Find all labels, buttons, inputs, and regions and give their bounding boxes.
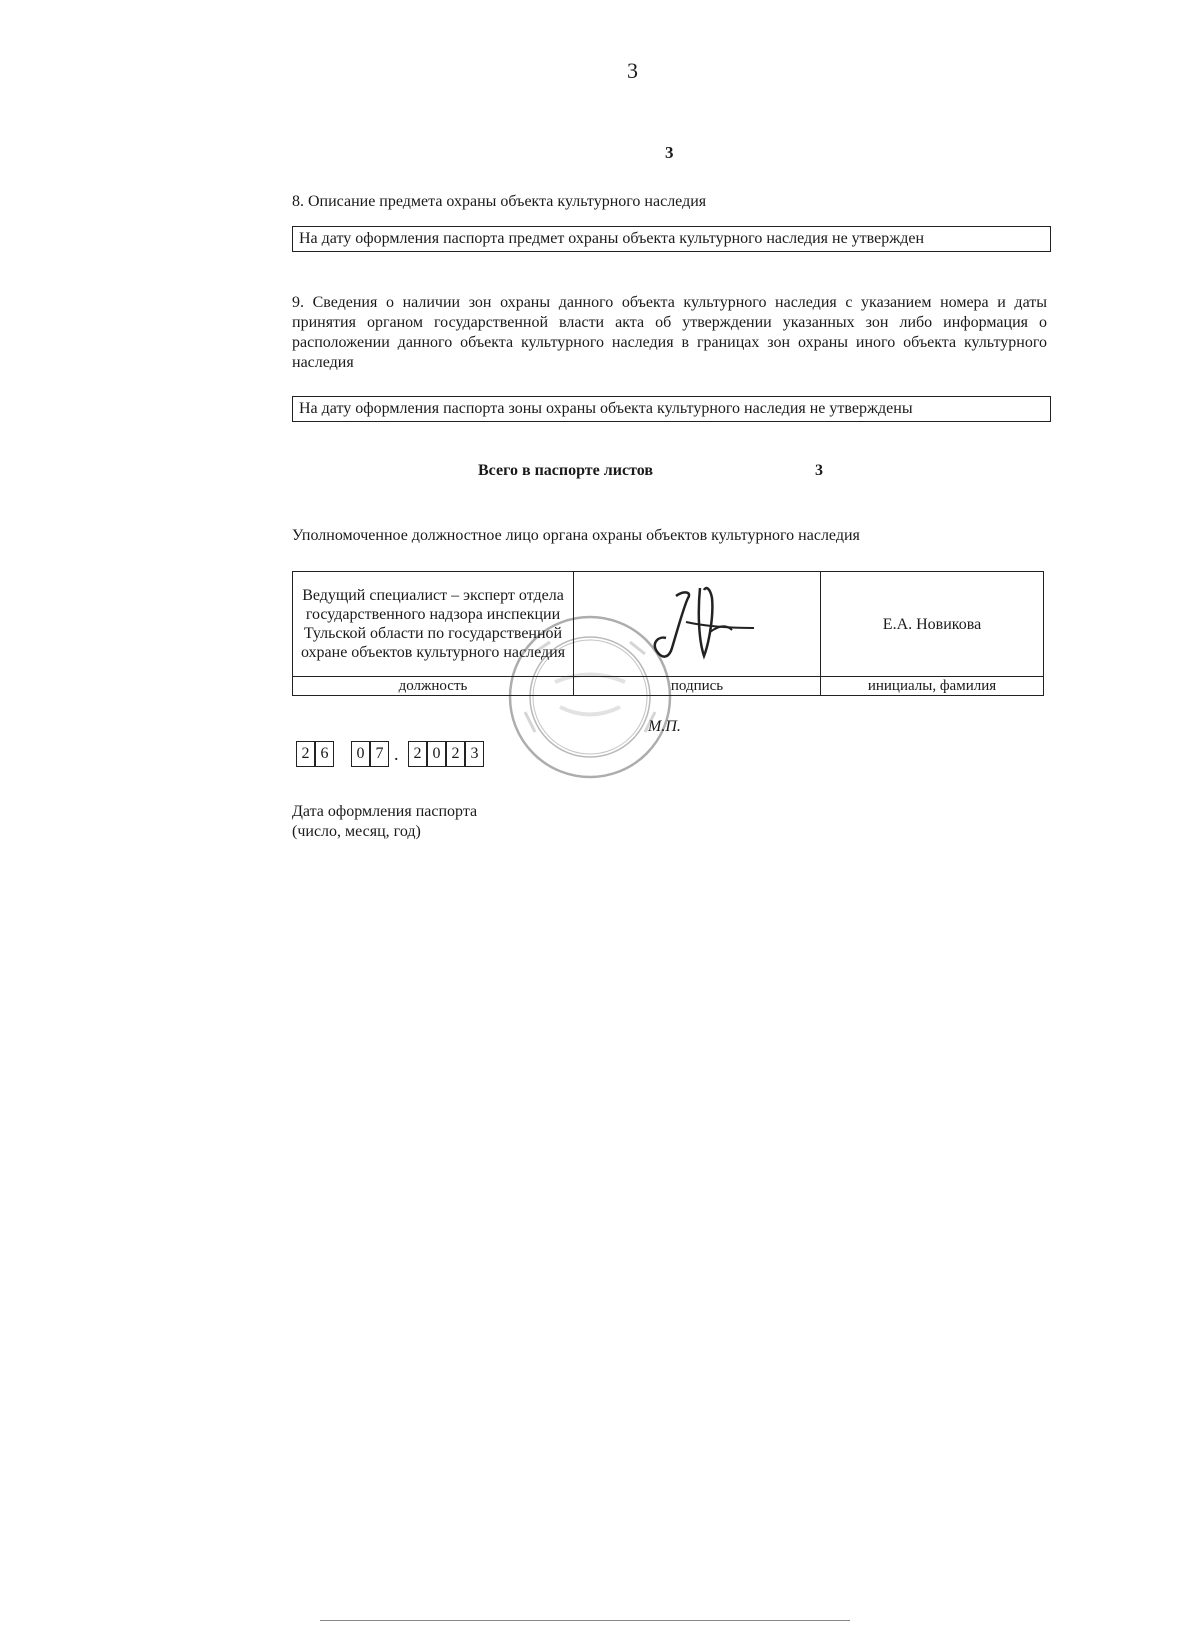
date-digit-year-4: 3 <box>465 741 484 767</box>
signature-table <box>292 571 1044 696</box>
date-digit-day-2: 6 <box>315 741 334 767</box>
bottom-edge-line <box>320 1620 850 1621</box>
section-8-heading: 8. Описание предмета охраны объекта культурного наследия <box>292 193 707 210</box>
official-heading: Уполномоченное должностное лицо органа охраны объектов культурного наследия <box>292 527 860 544</box>
date-digit-year-1: 2 <box>408 741 427 767</box>
date-digit-day-1: 2 <box>296 741 315 767</box>
date-digit-year-2: 0 <box>427 741 446 767</box>
date-separator: . <box>394 744 399 764</box>
signature-cell <box>574 572 821 677</box>
date-caption-line-2: (число, месяц, год) <box>292 823 421 840</box>
page-number-scan: 3 <box>665 143 674 162</box>
date-digit-month-2: 7 <box>370 741 389 767</box>
page-number-top: 3 <box>627 58 638 83</box>
section-9-heading: 9. Сведения о наличии зон охраны данного объекта культурного наследия с указанием номера и даты принятия органом государственной власти акта об утверждении указанных зон либо информация о расположении данного объекта культурного наследия в границах зон охраны иного объекта культурного наследия <box>292 294 1047 371</box>
position-cell: Ведущий специалист – эксперт отдела государственного надзора инспекции Тульской области по государственной охране объектов культурного наследия <box>293 572 574 677</box>
date-digit-month-1: 0 <box>351 741 370 767</box>
date-caption-line-1: Дата оформления паспорта <box>292 803 478 820</box>
total-sheets-value: 3 <box>815 462 823 479</box>
caption-name: инициалы, фамилия <box>821 677 1044 696</box>
name-cell: Е.А. Новикова <box>821 572 1044 677</box>
caption-signature: подпись <box>574 677 821 696</box>
handwritten-signature <box>614 578 764 673</box>
section-9-box: На дату оформления паспорта зоны охраны объекта культурного наследия не утверждены <box>292 396 1051 422</box>
section-8-box: На дату оформления паспорта предмет охраны объекта культурного наследия не утвержден <box>292 226 1051 252</box>
date-digit-year-3: 2 <box>446 741 465 767</box>
stamp-mark: М.П. <box>648 718 681 735</box>
date-caption <box>292 802 477 842</box>
caption-position: должность <box>293 677 574 696</box>
total-sheets-label: Всего в паспорте листов <box>478 462 653 479</box>
